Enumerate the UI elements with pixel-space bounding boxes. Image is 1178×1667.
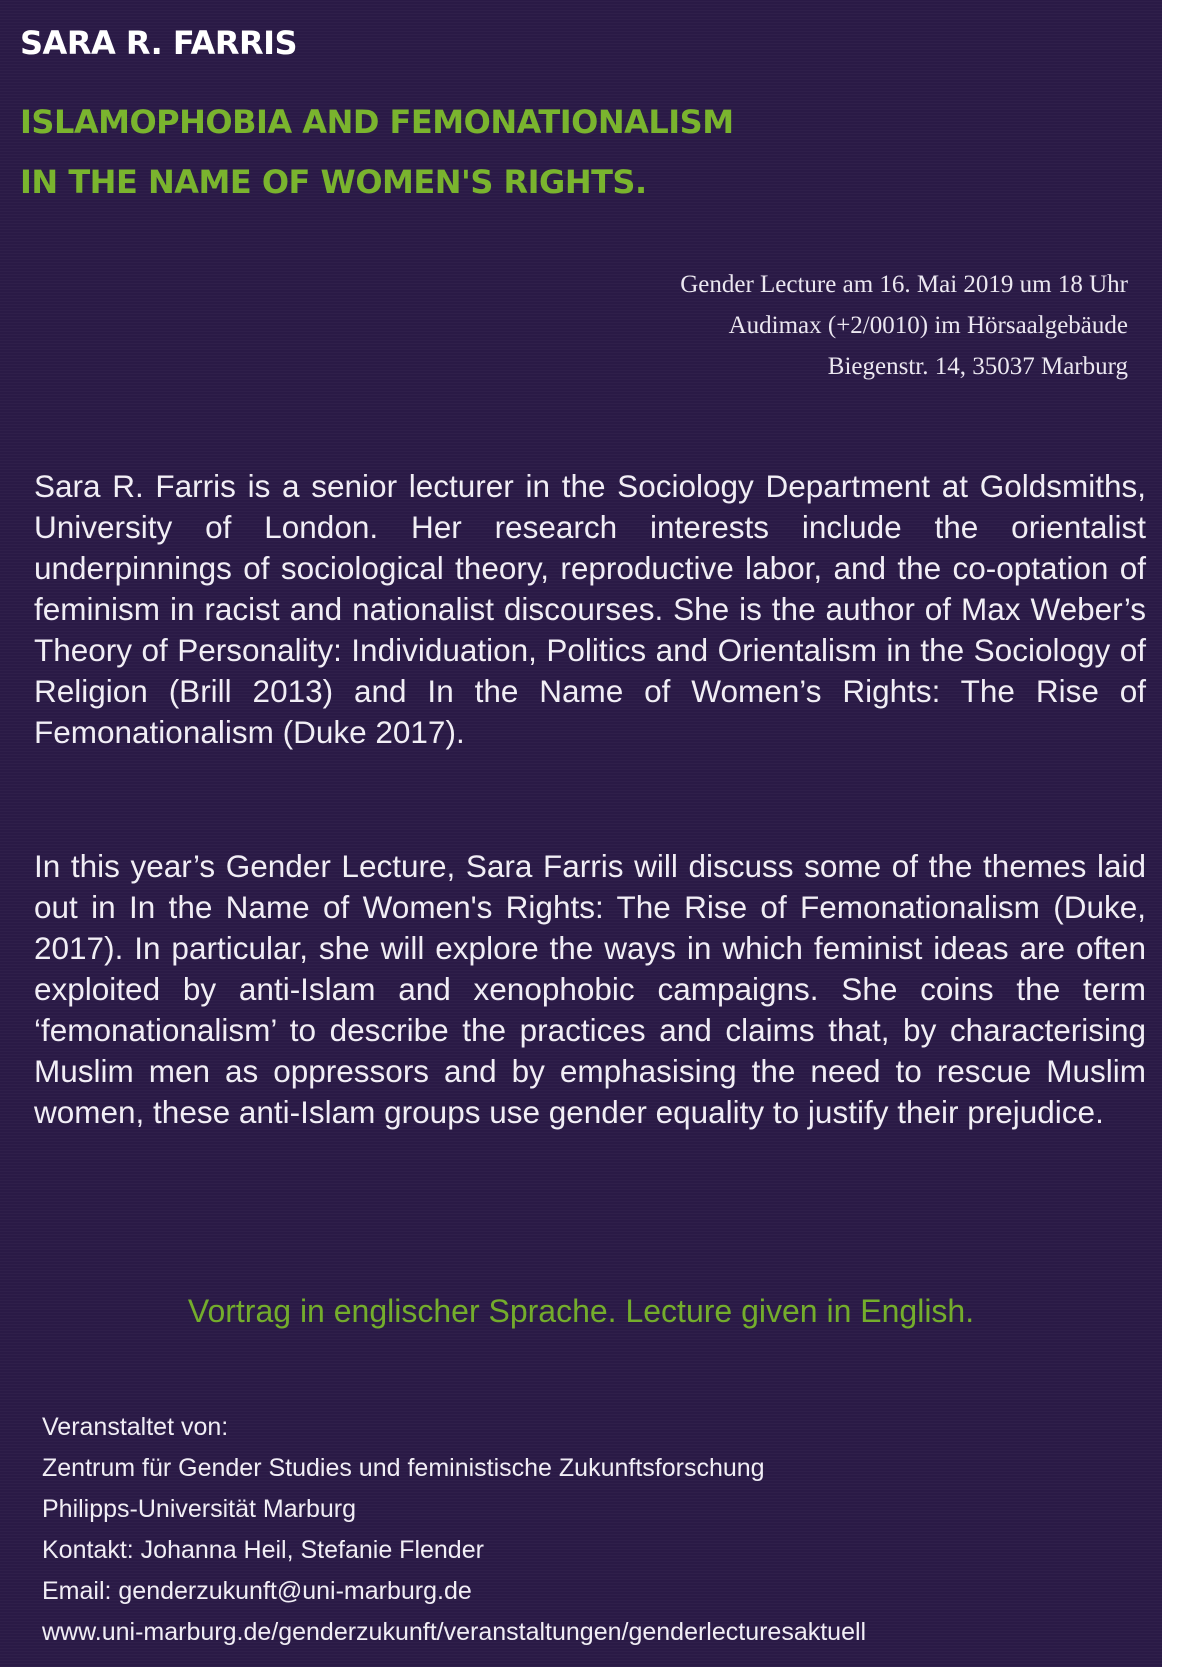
event-date-time: Gender Lecture am 16. Mai 2019 um 18 Uhr bbox=[680, 271, 1128, 298]
event-room: Audimax (+2/0010) im Hörsaalgebäude bbox=[728, 312, 1128, 339]
lecture-abstract: In this year’s Gender Lecture, Sara Farris will discuss some of the themes laid out in In the Name of Women's Rights: The Rise of Femonationalism (Duke, 2017). In particular, she will explore the ways in which feminist ideas are often exploited by anti-Islam and xenophobic campaigns. She coins the term ‘femonationalism’ to describe the practices and claims that, by characterising Muslim men as oppressors and by emphasising the need to rescue Muslim women, these anti-Islam groups use gender equality to justify their prejudice. bbox=[34, 848, 1146, 1130]
language-note: Vortrag in englischer Sprache. Lecture given in English. bbox=[187, 1293, 975, 1329]
lecture-title bbox=[20, 92, 734, 212]
organizer-url: www.uni-marburg.de/genderzukunft/veranstaltungen/genderlecturesaktuell bbox=[42, 1618, 867, 1646]
organizer-email: Email: genderzukunft@uni-marburg.de bbox=[42, 1577, 472, 1605]
organizer-contact: Kontakt: Johanna Heil, Stefanie Flender bbox=[42, 1536, 484, 1564]
organizer-center: Zentrum für Gender Studies und feministische Zukunftsforschung bbox=[42, 1454, 765, 1482]
event-details bbox=[680, 264, 1128, 387]
lecture-title-line-2: IN THE NAME OF WOMEN'S RIGHTS. bbox=[20, 163, 647, 201]
lecture-title-line-1: ISLAMOPHOBIA AND FEMONATIONALISM bbox=[20, 103, 734, 141]
organizer-label: Veranstaltet von: bbox=[42, 1413, 229, 1441]
speaker-bio: Sara R. Farris is a senior lecturer in the Sociology Department at Goldsmiths, University of London. Her research interests include the orientalist underpinnings of sociological theory, reproductive labor, and the co-optation of feminism in racist and nationalist discourses. She is the author of Max Weber’s Theory of Personality: Individuation, Politics and Orientalism in the Sociology of Religion (Brill 2013) and In the Name of Women’s Rights: The Rise of Femonationalism (Duke 2017). bbox=[34, 468, 1146, 750]
organizer-info bbox=[42, 1407, 866, 1653]
organizer-university: Philipps-Universität Marburg bbox=[42, 1495, 357, 1523]
speaker-name: SARA R. FARRIS bbox=[20, 24, 298, 62]
event-address: Biegenstr. 14, 35037 Marburg bbox=[827, 353, 1128, 380]
